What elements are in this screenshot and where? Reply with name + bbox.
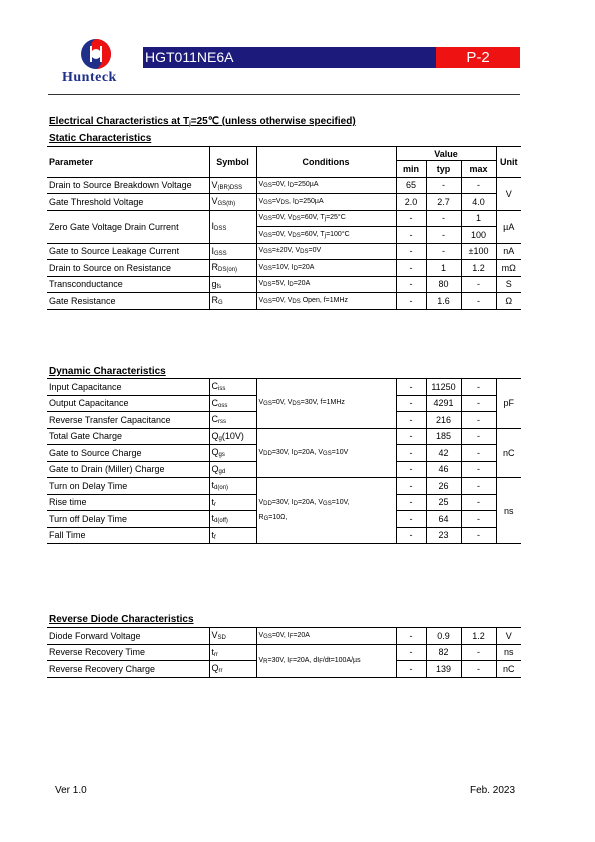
col-header: typ: [426, 161, 461, 178]
typ-cell: 26: [426, 478, 461, 495]
typ-cell: 46: [426, 461, 461, 478]
min-cell: -: [396, 494, 426, 511]
unit-cell: pF: [496, 379, 521, 429]
symbol-cell: $Q_{gs}$: [209, 445, 256, 462]
param-cell: Zero Gate Voltage Drain Current: [47, 210, 209, 243]
typ-cell: 80: [426, 276, 461, 293]
max-cell: -: [461, 379, 496, 396]
static-section-title: Static Characteristics: [49, 133, 152, 144]
symbol-cell: $I_{DSS}$: [209, 210, 256, 243]
max-cell: 1.2: [461, 260, 496, 277]
param-cell: Reverse Transfer Capacitance: [47, 412, 209, 429]
typ-cell: -: [426, 177, 461, 194]
max-cell: -: [461, 661, 496, 678]
conditions-cell: $V_{GS}=0V$, $V_{DS}=30V$, f=1MHz: [256, 379, 396, 429]
footer-version: Ver 1.0: [55, 785, 87, 796]
min-cell: 65: [396, 177, 426, 194]
unit-cell: nC: [496, 661, 521, 678]
symbol-cell: $g_{fs}$: [209, 276, 256, 293]
max-cell: 1.2: [461, 628, 496, 645]
param-cell: Turn off Delay Time: [47, 511, 209, 528]
conditions-cell: $V_{GS}=0V$, $I_F=20A$: [256, 628, 396, 645]
min-cell: -: [396, 661, 426, 678]
param-cell: Transconductance: [47, 276, 209, 293]
max-cell: 4.0: [461, 194, 496, 211]
table-row: [47, 628, 521, 645]
symbol-cell: $C_{iss}$: [209, 379, 256, 396]
col-header: Unit: [496, 147, 521, 178]
unit-cell: V: [496, 177, 521, 210]
min-cell: -: [396, 395, 426, 412]
typ-cell: 1: [426, 260, 461, 277]
min-cell: -: [396, 445, 426, 462]
typ-cell: 23: [426, 527, 461, 544]
typ-cell: 2.7: [426, 194, 461, 211]
max-cell: -: [461, 293, 496, 310]
conditions-cell: $V_{GS}=10V$, $I_D=20A$: [256, 260, 396, 277]
min-cell: -: [396, 428, 426, 445]
unit-cell: mΩ: [496, 260, 521, 277]
typ-cell: 139: [426, 661, 461, 678]
typ-cell: 25: [426, 494, 461, 511]
conditions-cell: $V_{GS}=0V$, $I_D=250\mu A$: [256, 177, 396, 194]
col-header: Value: [396, 147, 496, 161]
max-cell: -: [461, 412, 496, 429]
symbol-cell: $V_{GS(th)}$: [209, 194, 256, 211]
min-cell: -: [396, 379, 426, 396]
param-cell: Gate to Drain (Miller) Charge: [47, 461, 209, 478]
brand-name: Hunteck: [62, 70, 117, 85]
max-cell: 100: [461, 227, 496, 244]
symbol-cell: $C_{rss}$: [209, 412, 256, 429]
max-cell: -: [461, 177, 496, 194]
conditions-cell: $V_{DS}=5V$, $I_D=20A$: [256, 276, 396, 293]
typ-cell: 64: [426, 511, 461, 528]
conditions-cell: $V_{DD}=30V$, $I_D=20A$, $V_{GS}=10V$, $R_G=10\Omega$,: [256, 478, 396, 544]
symbol-cell: $t_{d(off)}$: [209, 511, 256, 528]
symbol-cell: $Q_{rr}$: [209, 661, 256, 678]
title-subscript: j: [189, 121, 191, 127]
max-cell: -: [461, 527, 496, 544]
conditions-cell: $V_{GS}=V_{DS}$, $I_D=250\mu A$: [256, 194, 396, 211]
conditions-cell: $V_{GS}=0V$, $V_{DS}=60V$, $T_j=100^\circ C$: [256, 227, 396, 244]
conditions-cell: $V_{GS}=\pm 20V$, $V_{DS}=0V$: [256, 243, 396, 260]
page-number: P-2: [436, 47, 520, 68]
min-cell: -: [396, 260, 426, 277]
min-cell: -: [396, 227, 426, 244]
symbol-cell: $I_{GSS}$: [209, 243, 256, 260]
min-cell: -: [396, 628, 426, 645]
unit-cell: ns: [496, 478, 521, 544]
min-cell: -: [396, 527, 426, 544]
param-cell: Gate to Source Leakage Current: [47, 243, 209, 260]
unit-cell: µA: [496, 210, 521, 243]
max-cell: -: [461, 644, 496, 661]
typ-cell: -: [426, 210, 461, 227]
param-cell: Turn on Delay Time: [47, 478, 209, 495]
min-cell: -: [396, 243, 426, 260]
page-title: [49, 116, 356, 127]
conditions-cell: $V_{DD}=30V$, $I_D=20A$, $V_{GS}=10V$: [256, 428, 396, 478]
col-header: Parameter: [47, 147, 209, 178]
conditions-cell: $V_{GS}=0V$, $V_{DS}=60V$, $T_j=25^\circ C$: [256, 210, 396, 227]
unit-cell: V: [496, 628, 521, 645]
typ-cell: 11250: [426, 379, 461, 396]
param-cell: Gate Threshold Voltage: [47, 194, 209, 211]
unit-cell: nC: [496, 428, 521, 478]
symbol-cell: $R_G$: [209, 293, 256, 310]
col-header: max: [461, 161, 496, 178]
title-suffix: =25℃ (unless otherwise specified): [190, 116, 356, 127]
diode-section-title: Reverse Diode Characteristics: [49, 614, 194, 625]
header-bar: [143, 47, 520, 68]
typ-cell: 4291: [426, 395, 461, 412]
symbol-cell: $t_f$: [209, 527, 256, 544]
param-cell: Fall Time: [47, 527, 209, 544]
table-row: [47, 260, 521, 277]
min-cell: -: [396, 511, 426, 528]
typ-cell: 185: [426, 428, 461, 445]
symbol-cell: $V_{(BR)DSS}$: [209, 177, 256, 194]
symbol-cell: $t_r$: [209, 494, 256, 511]
conditions-cell: $V_R=30V$, $I_F=20A$, $dI_F/dt=100A/\mu s$: [256, 644, 396, 677]
col-header: Symbol: [209, 147, 256, 178]
unit-cell: nA: [496, 243, 521, 260]
typ-cell: -: [426, 243, 461, 260]
table-row: [47, 478, 521, 495]
table-row: [47, 177, 521, 194]
table-header-row: [47, 147, 521, 161]
min-cell: -: [396, 478, 426, 495]
table-row: [47, 243, 521, 260]
footer-date: Feb. 2023: [470, 785, 516, 796]
table-row: [47, 379, 521, 396]
max-cell: 1: [461, 210, 496, 227]
symbol-cell: $t_{d(on)}$: [209, 478, 256, 495]
param-cell: Reverse Recovery Time: [47, 644, 209, 661]
table-row: [47, 210, 521, 227]
max-cell: -: [461, 511, 496, 528]
typ-cell: -: [426, 227, 461, 244]
symbol-cell: $V_{SD}$: [209, 628, 256, 645]
conditions-cell: $V_{GS}=0V$, $V_{DS}$ Open, f=1MHz: [256, 293, 396, 310]
min-cell: -: [396, 461, 426, 478]
model-number: HGT011NE6A: [145, 49, 234, 65]
param-cell: Rise time: [47, 494, 209, 511]
header-divider: [48, 94, 520, 95]
static-table: [47, 146, 521, 310]
min-cell: -: [396, 210, 426, 227]
symbol-cell: $R_{DS(on)}$: [209, 260, 256, 277]
max-cell: -: [461, 276, 496, 293]
param-cell: Drain to Source Breakdown Voltage: [47, 177, 209, 194]
param-cell: Reverse Recovery Charge: [47, 661, 209, 678]
max-cell: -: [461, 395, 496, 412]
table-row: [47, 644, 521, 661]
symbol-cell: $t_{rr}$: [209, 644, 256, 661]
unit-cell: Ω: [496, 293, 521, 310]
param-cell: Drain to Source on Resistance: [47, 260, 209, 277]
param-cell: Input Capacitance: [47, 379, 209, 396]
typ-cell: 1.6: [426, 293, 461, 310]
col-header: min: [396, 161, 426, 178]
max-cell: -: [461, 461, 496, 478]
max-cell: ±100: [461, 243, 496, 260]
title-text: Electrical Characteristics at T: [49, 116, 190, 127]
unit-cell: ns: [496, 644, 521, 661]
unit-cell: S: [496, 276, 521, 293]
dynamic-table: [47, 378, 521, 544]
min-cell: -: [396, 644, 426, 661]
diode-table: [47, 627, 521, 678]
typ-cell: 82: [426, 644, 461, 661]
col-header: Conditions: [256, 147, 396, 178]
table-row: [47, 293, 521, 310]
min-cell: 2.0: [396, 194, 426, 211]
max-cell: -: [461, 494, 496, 511]
table-row: [47, 194, 521, 211]
typ-cell: 42: [426, 445, 461, 462]
table-row: [47, 276, 521, 293]
table-row: [47, 428, 521, 445]
typ-cell: 0.9: [426, 628, 461, 645]
param-cell: Gate to Source Charge: [47, 445, 209, 462]
min-cell: -: [396, 412, 426, 429]
param-cell: Diode Forward Voltage: [47, 628, 209, 645]
max-cell: -: [461, 478, 496, 495]
typ-cell: 216: [426, 412, 461, 429]
symbol-cell: $Q_g(10V)$: [209, 428, 256, 445]
dynamic-section-title: Dynamic Characteristics: [49, 366, 166, 377]
param-cell: Gate Resistance: [47, 293, 209, 310]
max-cell: -: [461, 445, 496, 462]
param-cell: Output Capacitance: [47, 395, 209, 412]
symbol-cell: $Q_{gd}$: [209, 461, 256, 478]
min-cell: -: [396, 293, 426, 310]
min-cell: -: [396, 276, 426, 293]
symbol-cell: $C_{oss}$: [209, 395, 256, 412]
max-cell: -: [461, 428, 496, 445]
param-cell: Total Gate Charge: [47, 428, 209, 445]
